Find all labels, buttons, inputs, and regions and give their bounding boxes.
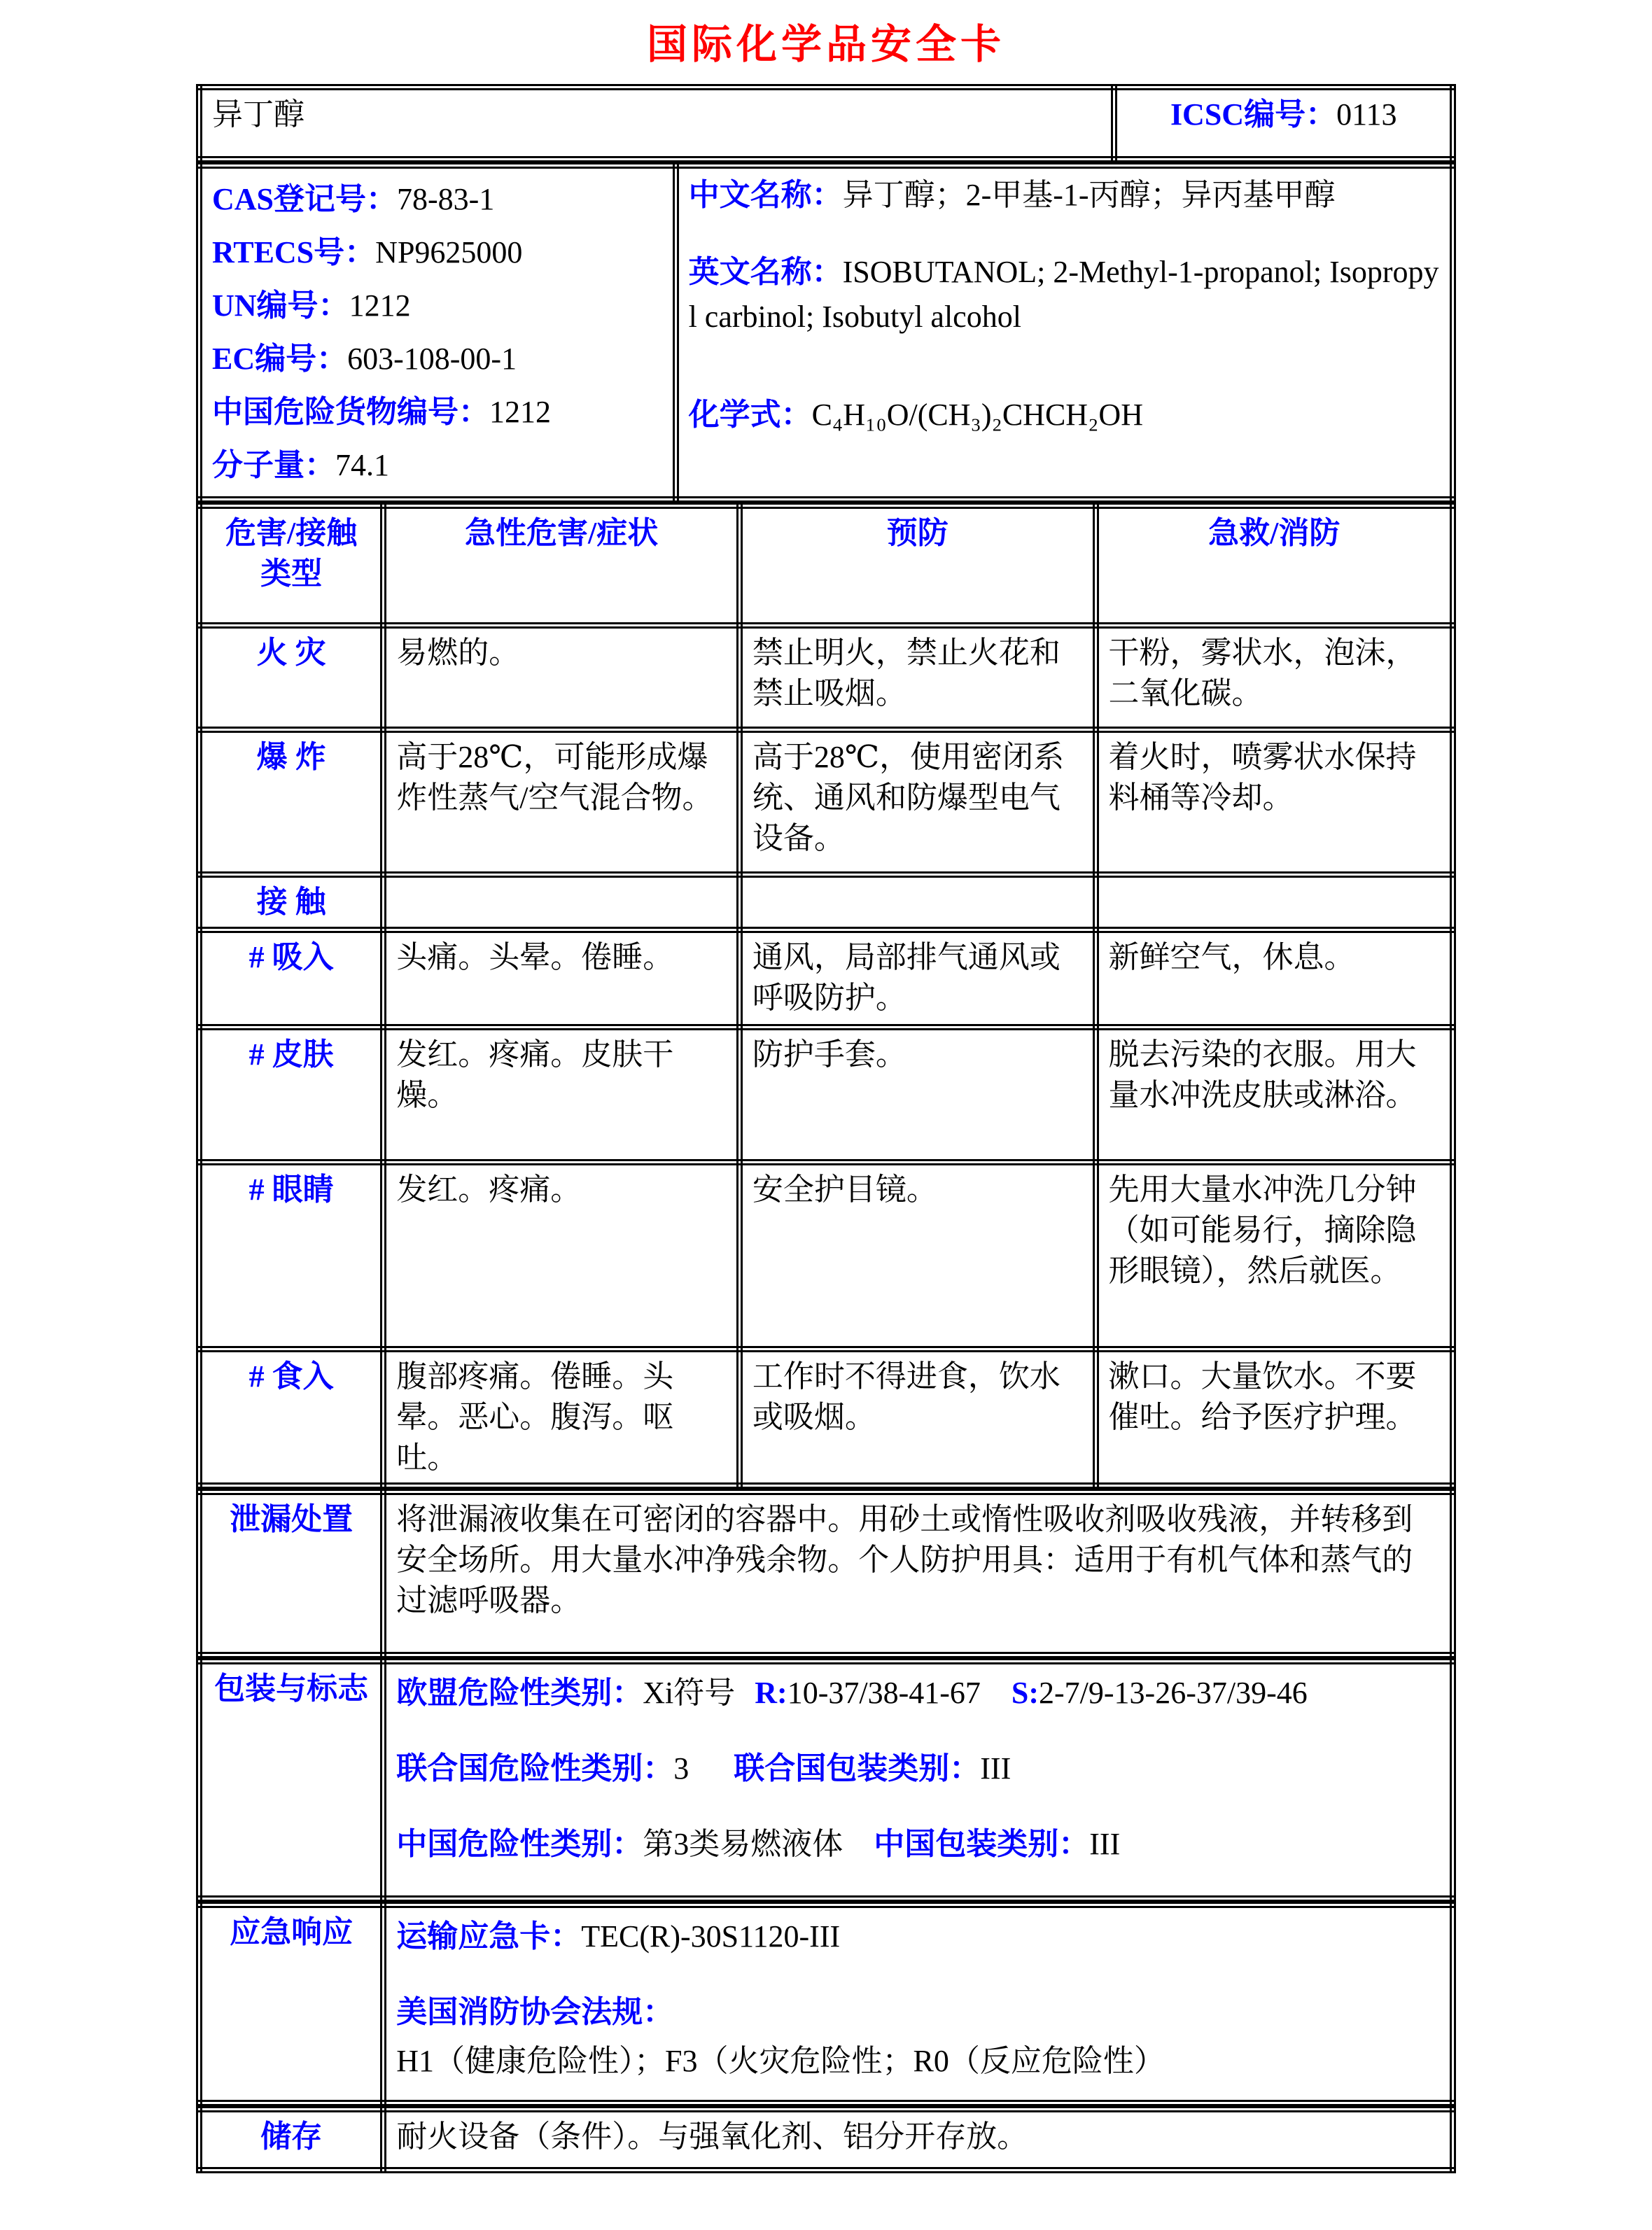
skin-symptoms: 发红。疼痛。皮肤干燥。 — [384, 1028, 740, 1163]
name-section — [196, 84, 1456, 162]
formula-line — [689, 393, 1440, 437]
row-inhalation — [200, 930, 1453, 1028]
header-prevention: 预防 — [739, 506, 1096, 626]
eu-classification-line — [396, 1669, 1440, 1718]
chinese-name-line — [689, 173, 1440, 218]
molecular-weight-line — [212, 439, 663, 492]
un-number-label: UN编号： — [212, 288, 349, 323]
ec-number-line — [212, 332, 663, 386]
english-name-label: 英文名称： — [688, 255, 843, 289]
nfpa-line — [396, 1988, 1440, 2086]
rtecs-number-label: RTECS号： — [212, 235, 376, 269]
cn-pack-value: III — [1089, 1827, 1121, 1862]
un-classification-line — [396, 1744, 1440, 1793]
nfpa-value: H1（健康危险性）；F3（火灾危险性；R0（反应危险性） — [396, 2044, 1165, 2079]
page-title: 国际化学品安全卡 — [646, 22, 1005, 67]
ingestion-prevention: 工作时不得进食，饮水或吸烟。 — [739, 1349, 1096, 1486]
spill-row — [200, 1492, 1453, 1655]
chinese-name-value: 异丁醇；2-甲基-1-丙醇；异丙基甲醇 — [842, 178, 1336, 212]
hazard-table — [196, 503, 1456, 1489]
icsc-number-value: 0113 — [1336, 97, 1397, 132]
row-inhalation-label: # 吸入 — [200, 930, 384, 1028]
inhalation-symptoms: 头痛。头晕。倦睡。 — [384, 930, 740, 1028]
china-dg-number-label: 中国危险货物编号： — [212, 395, 489, 429]
name-row — [200, 87, 1453, 160]
eyes-first-aid: 先用大量水冲洗几分钟（如可能易行，摘除隐形眼镜），然后就医。 — [1096, 1163, 1452, 1349]
row-eyes-label: # 眼睛 — [200, 1163, 384, 1349]
header-hazard-type: 危害/接触类型 — [200, 506, 384, 626]
packaging-row — [200, 1662, 1453, 1899]
molecular-weight-value: 74.1 — [335, 448, 389, 482]
un-number-line — [212, 279, 663, 332]
row-fire — [200, 626, 1453, 730]
ingestion-first-aid: 漱口。大量饮水。不要催吐。给予医疗护理。 — [1096, 1349, 1452, 1486]
eu-symbol-value: Xi符号 — [643, 1676, 736, 1711]
rtecs-number-value: NP9625000 — [375, 235, 523, 269]
eu-s-value: 2-7/9-13-26-37/39-46 — [1039, 1676, 1308, 1711]
icsc-number-label: ICSC编号： — [1170, 97, 1337, 132]
emergency-row — [200, 1905, 1453, 2103]
un-pack-label: 联合国包装类别： — [734, 1751, 981, 1786]
eyes-prevention: 安全护目镜。 — [739, 1163, 1096, 1349]
ingestion-symptoms: 腹部疼痛。倦睡。头晕。恶心。腹泻。呕吐。 — [384, 1349, 740, 1486]
icsc-number-cell — [1114, 87, 1453, 160]
cas-number-line — [212, 173, 663, 226]
row-skin-label: # 皮肤 — [200, 1028, 384, 1163]
fire-symptoms: 易燃的。 — [384, 626, 740, 730]
formula-label: 化学式： — [688, 398, 812, 432]
tec-card-line — [396, 1912, 1440, 1961]
storage-text: 耐火设备（条件）。与强氧化剂、铝分开存放。 — [384, 2110, 1453, 2171]
packaging-content — [384, 1662, 1453, 1899]
eu-r-value: 10-37/38-41-67 — [787, 1676, 981, 1711]
packaging-section — [196, 1658, 1456, 1902]
icsc-card — [196, 84, 1456, 2173]
explosion-prevention: 高于28℃，使用密闭系统、通风和防爆型电气设备。 — [739, 730, 1096, 875]
spill-label: 泄漏处置 — [200, 1492, 384, 1655]
inhalation-first-aid: 新鲜空气，休息。 — [1096, 930, 1452, 1028]
emergency-section — [196, 1902, 1456, 2106]
eu-class-label: 欧盟危险性类别： — [396, 1676, 643, 1711]
eu-r-label: R: — [755, 1676, 788, 1711]
spill-text: 将泄漏液收集在可密闭的容器中。用砂土或惰性吸收剂吸收残液，并转移到安全场所。用大量水冲净残余物。个人防护用具：适用于有机气体和蒸气的过滤呼吸器。 — [384, 1492, 1453, 1655]
row-eyes — [200, 1163, 1453, 1349]
eu-s-label: S: — [1011, 1676, 1040, 1711]
id-left-cell — [200, 166, 676, 500]
hazard-header-row — [200, 506, 1453, 626]
cn-class-label: 中国危险性类别： — [396, 1827, 643, 1862]
storage-label: 储存 — [200, 2110, 384, 2171]
china-dg-number-value: 1212 — [489, 395, 551, 429]
un-class-value: 3 — [673, 1751, 690, 1786]
id-right-cell — [676, 166, 1452, 500]
storage-row — [200, 2110, 1453, 2171]
nfpa-label: 美国消防协会法规： — [396, 1995, 674, 2030]
exposure-symptoms — [384, 875, 740, 930]
english-name-line — [689, 250, 1440, 339]
row-explosion — [200, 730, 1453, 875]
header-first-aid: 急救/消防 — [1096, 506, 1452, 626]
rtecs-number-line — [212, 226, 663, 279]
un-class-label: 联合国危险性类别： — [396, 1751, 674, 1786]
fire-first-aid: 干粉，雾状水，泡沫，二氧化碳。 — [1096, 626, 1452, 730]
row-fire-label: 火 灾 — [200, 626, 384, 730]
cn-pack-label: 中国包装类别： — [874, 1827, 1090, 1862]
formula-value: C₄H₁₀O/(CH₃)₂CHCH₂OH — [811, 398, 1143, 432]
row-ingestion-label: # 食入 — [200, 1349, 384, 1486]
explosion-symptoms: 高于28℃，可能形成爆炸性蒸气/空气混合物。 — [384, 730, 740, 875]
exposure-prevention — [739, 875, 1096, 930]
inhalation-prevention: 通风，局部排气通风或呼吸防护。 — [739, 930, 1096, 1028]
row-exposure — [200, 875, 1453, 930]
tec-card-value: TEC(R)-30S1120-III — [581, 1919, 841, 1954]
packaging-label: 包装与标志 — [200, 1662, 384, 1899]
molecular-weight-label: 分子量： — [212, 448, 335, 482]
exposure-first-aid — [1096, 875, 1452, 930]
row-ingestion — [200, 1349, 1453, 1486]
skin-first-aid: 脱去污染的衣服。用大量水冲洗皮肤或淋浴。 — [1096, 1028, 1452, 1163]
cas-number-value: 78-83-1 — [397, 182, 495, 216]
id-row — [200, 166, 1453, 500]
row-explosion-label: 爆 炸 — [200, 730, 384, 875]
cas-number-label: CAS登记号： — [212, 182, 398, 216]
row-exposure-label: 接 触 — [200, 875, 384, 930]
cn-classification-line — [396, 1820, 1440, 1869]
emergency-content — [384, 1905, 1453, 2103]
substance-name: 异丁醇 — [200, 87, 1114, 160]
header-acute-hazards: 急性危害/症状 — [384, 506, 740, 626]
tec-card-label: 运输应急卡： — [396, 1919, 582, 1954]
un-pack-value: III — [980, 1751, 1011, 1786]
chinese-name-label: 中文名称： — [688, 178, 843, 212]
id-section — [196, 162, 1456, 503]
china-dg-number-line — [212, 386, 663, 439]
ec-number-label: EC编号： — [212, 342, 348, 376]
eyes-symptoms: 发红。疼痛。 — [384, 1163, 740, 1349]
explosion-first-aid: 着火时，喷雾状水保持料桶等冷却。 — [1096, 730, 1452, 875]
un-number-value: 1212 — [349, 288, 411, 323]
skin-prevention: 防护手套。 — [739, 1028, 1096, 1163]
english-name-value: ISOBUTANOL; 2-Methyl-1-propanol; Isopropyl carbinol; Isobutyl alcohol — [688, 255, 1439, 334]
row-skin — [200, 1028, 1453, 1163]
ec-number-value: 603-108-00-1 — [347, 342, 517, 376]
fire-prevention: 禁止明火，禁止火花和禁止吸烟。 — [739, 626, 1096, 730]
cn-class-value: 第3类易燃液体 — [643, 1827, 844, 1862]
spill-section — [196, 1489, 1456, 1658]
emergency-label: 应急响应 — [200, 1905, 384, 2103]
storage-section — [196, 2106, 1456, 2173]
